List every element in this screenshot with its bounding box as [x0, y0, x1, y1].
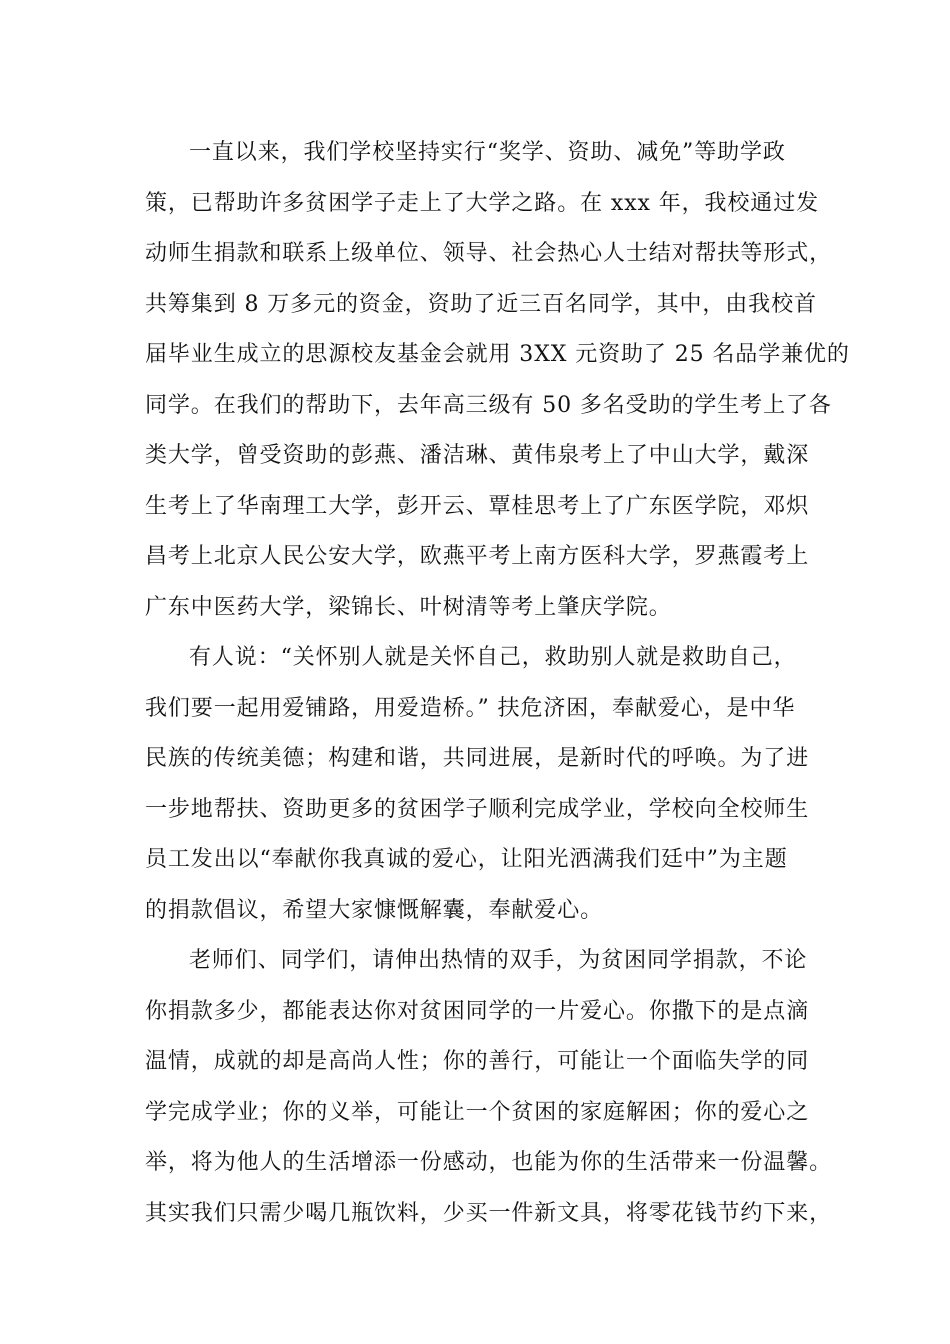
text-line: 一直以来，我们学校坚持实行“奖学、资助、减免”等助学政	[189, 140, 786, 165]
text-line: 生考上了华南理工大学，彭开云、覃桂思考上了广东医学院，邓炽	[145, 493, 810, 519]
text-line: 共筹集到 8 万多元的资金，资助了近三百名同学，其中，由我校首	[145, 291, 817, 317]
text-line: 广东中医药大学，梁锦长、叶树清等考上肇庆学院。	[145, 594, 672, 620]
text-line: 举，将为他人的生活增添一份感动，也能为你的生活带来一份温馨。	[145, 1150, 833, 1175]
text-line: 你捐款多少，都能表达你对贫困同学的一片爱心。你撒下的是点滴	[145, 998, 810, 1024]
text-line: 的捐款倡议，希望大家慷慨解囊，奉献爱心。	[145, 897, 604, 923]
paragraph-1	[145, 128, 850, 633]
text-line: 届毕业生成立的思源校友基金会就用 3XX 元资助了 25 名品学兼优的	[145, 342, 850, 367]
text-line: 我们要一起用爱铺路，用爱造桥。” 扶危济困，奉献爱心，是中华	[145, 695, 796, 721]
text-line: 其实我们只需少喝几瓶饮料，少买一件新文具，将零花钱节约下来，	[145, 1200, 833, 1226]
text-line: 老师们、同学们，请伸出热情的双手，为贫困同学捐款，不论	[189, 948, 808, 973]
text-line: 昌考上北京人民公安大学，欧燕平考上南方医科大学，罗燕霞考上	[145, 544, 810, 569]
document-body	[145, 128, 850, 1239]
text-line: 员工发出以“奉献你我真诚的爱心，让阳光洒满我们廷中”为主题	[145, 847, 788, 872]
text-line: 动师生捐款和联系上级单位、领导、社会热心人士结对帮扶等形式，	[145, 241, 833, 266]
text-line: 同学。在我们的帮助下，去年高三级有 50 多名受助的学生考上了各	[145, 392, 832, 418]
text-line: 学完成学业；你的义举，可能让一个贫困的家庭解困；你的爱心之	[145, 1099, 810, 1125]
text-line: 策，已帮助许多贫困学子走上了大学之路。在 xxx 年，我校通过发	[145, 190, 820, 216]
text-line: 民族的传统美德；构建和谐，共同进展，是新时代的呼唤。为了进	[145, 746, 810, 771]
paragraph-2	[145, 633, 825, 936]
text-line: 温情，成就的却是高尚人性；你的善行，可能让一个面临失学的同	[145, 1049, 810, 1074]
text-line: 有人说：“关怀别人就是关怀自己，救助别人就是救助自己，	[189, 645, 797, 670]
paragraph-3	[145, 936, 833, 1239]
text-line: 一步地帮扶、资助更多的贫困学子顺利完成学业，学校向全校师生	[145, 796, 810, 822]
text-line: 类大学，曾受资助的彭燕、潘洁琳、黄伟泉考上了中山大学，戴深	[145, 443, 810, 468]
